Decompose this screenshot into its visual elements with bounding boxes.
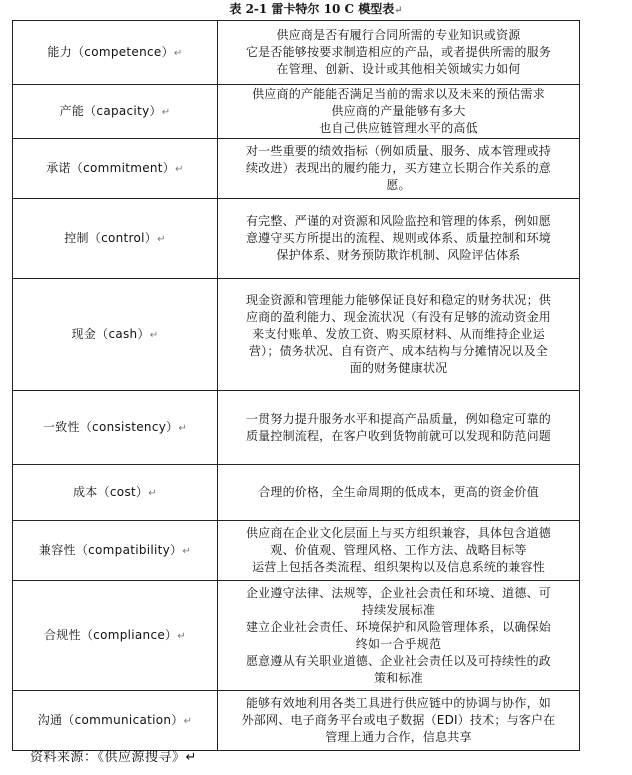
table-row (13, 21, 580, 85)
description-line: 运营上包括各类流程、组织架构以及信息系统的兼容性 (252, 560, 545, 574)
description-line: 策和标准 (374, 670, 423, 685)
table-row (13, 465, 580, 521)
description-line: 企业遵守法律、法规等，企业社会责任和环境、道德、可 (245, 585, 551, 600)
term-cell: 承诺（commitment）↵ (13, 139, 218, 199)
description-line: 供应商的产量能够有多大 (331, 104, 466, 118)
term-cell: 能力（competence）↵ (13, 21, 218, 85)
description-line: 有完整、严谨的对资源和风险监控和管理的体系，例如愿 (245, 214, 551, 228)
description-line: 愿。 (386, 178, 411, 192)
table-caption (0, 0, 632, 18)
table-row (13, 199, 580, 279)
description-line: 观、价值观、管理风格、工作方法、战略目标等 (270, 543, 527, 557)
description-line: 现金资源和管理能力能够保证良好和稳定的财务状况；供 (245, 293, 551, 307)
description-cell (218, 21, 580, 85)
description-cell (218, 521, 580, 581)
description-line: 对一些重要的绩效指标（例如质量、服务、成本管理或持 (245, 144, 551, 158)
term-cell: 产能（capacity）↵ (13, 85, 218, 139)
description-cell (218, 139, 580, 199)
description-line: 也自己供应链管理水平的高低 (319, 121, 478, 135)
description-cell (218, 279, 580, 391)
description-line: 续改进）表现出的履约能力，买方建立长期合作关系的意 (245, 161, 551, 175)
description-line: 面的财务健康状况 (349, 361, 448, 375)
description-line: 愿意遵从有关职业道德、企业社会责任以及可持续性的政 (245, 653, 551, 668)
description-line: 合理的价格，全生命周期的低成本，更高的资金价值 (258, 485, 539, 499)
description-line: 供应商在企业文化层面上与买方组织兼容，具体包含道德 (245, 526, 551, 540)
description-line: 供应商的产能能否满足当前的需求以及未来的预估需求 (252, 87, 545, 101)
description-cell (218, 199, 580, 279)
table-row (13, 691, 580, 751)
term-cell: 合规性（compliance）↵ (13, 581, 218, 691)
term-cell: 兼容性（compatibility）↵ (13, 521, 218, 581)
term-cell: 成本（cost）↵ (13, 465, 218, 521)
table-row (13, 521, 580, 581)
term-cell: 沟通（communication）↵ (13, 691, 218, 751)
description-line: 它是否能够按要求制造相应的产品，或者提供所需的服务 (245, 45, 551, 59)
description-line: 质量控制流程，在客户收到货物前就可以发现和防范问题 (245, 428, 551, 443)
description-line: 能够有效地利用各类工具进行供应链中的协调与协作，如 (245, 696, 551, 710)
description-line: 外部网、电子商务平台或电子数据（EDI）技术；与客户在 (241, 713, 556, 727)
description-line: 保护体系、财务预防欺诈机制、风险评估体系 (276, 248, 521, 262)
description-line: 供应商是否有履行合同所需的专业知识或资源 (276, 28, 521, 42)
description-cell (218, 691, 580, 751)
description-line: 管理上通力合作，信息共享 (325, 730, 472, 744)
term-cell: 控制（control）↵ (13, 199, 218, 279)
description-line: 营）；债务状况、自有资产、成本结构与分摊情况以及全 (248, 344, 548, 358)
description-cell (218, 465, 580, 521)
table-row (13, 581, 580, 691)
caption-text: 表 2-1 雷卡特尔 10 C 模型表 (229, 2, 395, 16)
description-line: 来支付账单、发放工资、购买原材料、从而维持企业运 (252, 327, 545, 341)
description-cell (218, 391, 580, 465)
term-cell: 一致性（consistency）↵ (13, 391, 218, 465)
ten-c-model-table (12, 20, 580, 751)
description-line: 在管理、创新、设计或其他相关领域实力如何 (276, 62, 521, 76)
table-row (13, 85, 580, 139)
description-cell (218, 85, 580, 139)
paragraph-mark: ↵ (394, 5, 403, 16)
table-row (13, 391, 580, 465)
table-row (13, 139, 580, 199)
description-line: 建立企业社会责任、环境保护和风险管理体系，以确保始 (245, 619, 551, 634)
description-line: 终如一合乎规范 (355, 636, 442, 651)
description-line: 应商的盈利能力、现金流状况（有没有足够的流动资金用 (245, 310, 551, 324)
description-line: 一贯努力提升服务水平和提高产品质量，例如稳定可靠的 (245, 411, 551, 426)
description-line: 持续发展标准 (361, 602, 436, 617)
term-cell: 现金（cash）↵ (13, 279, 218, 391)
table-row (13, 279, 580, 391)
source-note: 资料来源：《供应源搜寻》↵ (30, 750, 197, 765)
description-cell (218, 581, 580, 691)
description-line: 意遵守买方所提出的流程、规则或体系、质量控制和环境 (245, 231, 551, 245)
